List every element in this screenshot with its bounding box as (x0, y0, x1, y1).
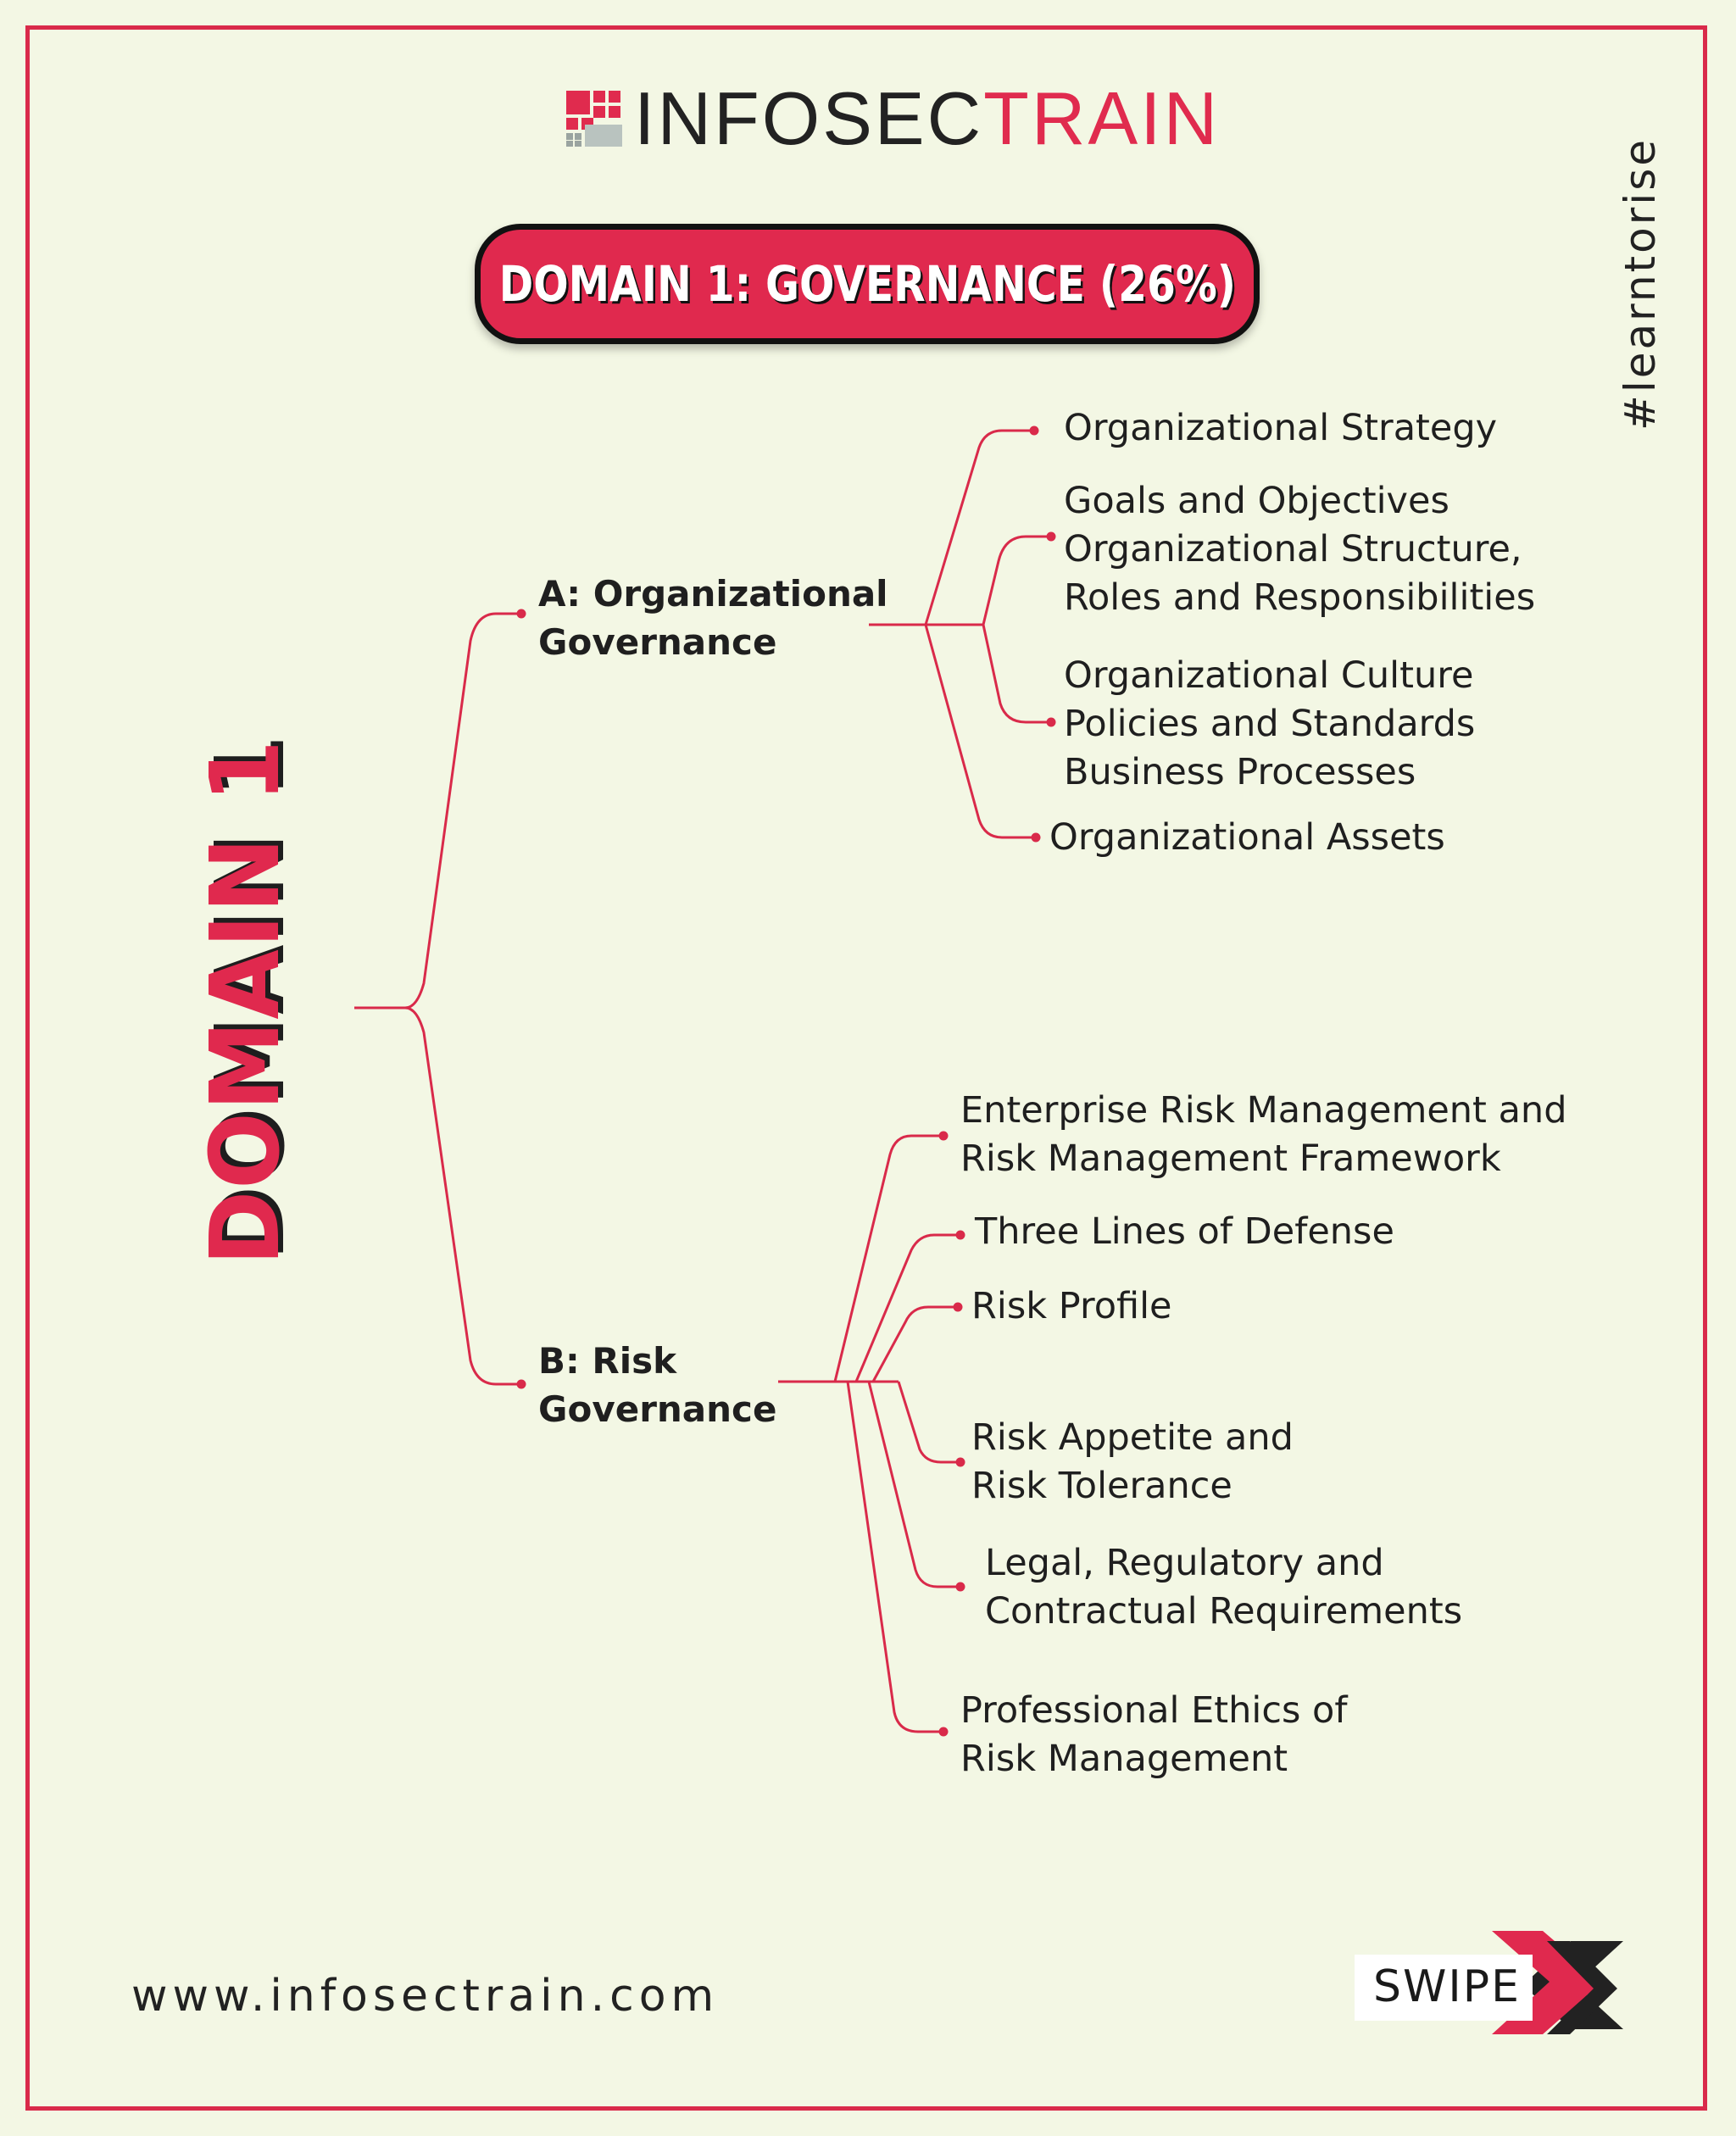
b-item-6-dot (939, 1727, 949, 1737)
a-item-2-dot (1047, 532, 1056, 542)
branch-a-label (538, 570, 888, 666)
b-item-1-line-1: Enterprise Risk Management and (960, 1089, 1567, 1132)
b-item-5-line (869, 1382, 960, 1587)
b-item-2-dot (956, 1231, 965, 1240)
branch-b-line-2: Governance (538, 1388, 777, 1430)
hashtag: #learntorise (1616, 136, 1665, 431)
brand-name-part2: TRAIN (983, 76, 1221, 160)
root-to-branch-a (405, 614, 521, 1008)
b-item-6-line-2: Risk Management (960, 1738, 1288, 1780)
b-item-5-line-1: Legal, Regulatory and (985, 1542, 1384, 1584)
b-item-6-line-1: Professional Ethics of (960, 1689, 1348, 1732)
b-item-3-line-1: Risk Profile (971, 1285, 1172, 1327)
b-item-5-line-2: Contractual Requirements (985, 1590, 1463, 1633)
b-item-3-dot (954, 1303, 963, 1312)
a-item-1-line (926, 431, 1034, 625)
b-item-1 (960, 1087, 1566, 1183)
a-item-4 (1049, 814, 1445, 862)
a-item-3-dot (1047, 718, 1056, 727)
swipe-button[interactable] (1348, 1931, 1628, 2037)
a-item-4-line (926, 625, 1036, 837)
b-item-4 (971, 1414, 1294, 1510)
a-item-3-line-2: Policies and Standards (1064, 703, 1476, 745)
a-item-2-line-1: Goals and Objectives (1064, 480, 1449, 522)
a-item-4-line-1: Organizational Assets (1049, 816, 1445, 859)
b-item-3 (971, 1282, 1172, 1331)
a-item-2 (1064, 477, 1535, 622)
a-item-3 (1064, 652, 1475, 797)
a-item-3-line-3: Business Processes (1064, 751, 1416, 793)
branch-a-line-2: Governance (538, 621, 777, 663)
domain-root-text: DOMAIN 1 (191, 738, 301, 1265)
a-item-4-dot (1032, 833, 1041, 843)
b-item-2-line-1: Three Lines of Defense (975, 1210, 1394, 1253)
a-item-3-line-1: Organizational Culture (1064, 654, 1474, 697)
a-item-2-line-2: Organizational Structure, (1064, 528, 1522, 570)
a-item-1-dot (1030, 426, 1039, 436)
b-item-5-dot (956, 1583, 965, 1592)
a-item-1 (1064, 404, 1497, 453)
b-item-6 (960, 1687, 1347, 1783)
brand-name-part1: INFOSEC (634, 76, 984, 160)
b-item-2 (975, 1208, 1394, 1256)
b-item-4-line (899, 1382, 960, 1462)
branch-a-dot (517, 609, 526, 619)
b-item-4-line-1: Risk Appetite and (971, 1416, 1294, 1459)
b-item-1-dot (939, 1132, 949, 1141)
swipe-label: SWIPE (1373, 1961, 1521, 2012)
root-to-branch-b (405, 1008, 521, 1384)
branch-b-line-1: B: Risk (538, 1340, 677, 1382)
branch-b-dot (517, 1380, 526, 1389)
branch-b-label (538, 1337, 776, 1433)
b-item-5 (985, 1539, 1462, 1636)
a-item-3-line (983, 625, 1051, 722)
b-item-1-line-2: Risk Management Framework (960, 1138, 1501, 1180)
b-item-4-dot (956, 1458, 965, 1467)
website-link[interactable]: www.infosectrain.com (131, 1971, 720, 2022)
a-item-2-line-3: Roles and Responsibilities (1064, 576, 1536, 619)
b-item-6-line (848, 1382, 943, 1732)
b-item-4-line-2: Risk Tolerance (971, 1465, 1232, 1507)
b-item-1-line (835, 1136, 943, 1382)
b-item-3-line (873, 1307, 958, 1382)
branch-a-line-1: A: Organizational (538, 573, 888, 615)
a-item-2-line (983, 537, 1051, 625)
domain-title: DOMAIN 1: GOVERNANCE (26%) (498, 255, 1236, 313)
a-item-1-line-1: Organizational Strategy (1064, 407, 1498, 449)
